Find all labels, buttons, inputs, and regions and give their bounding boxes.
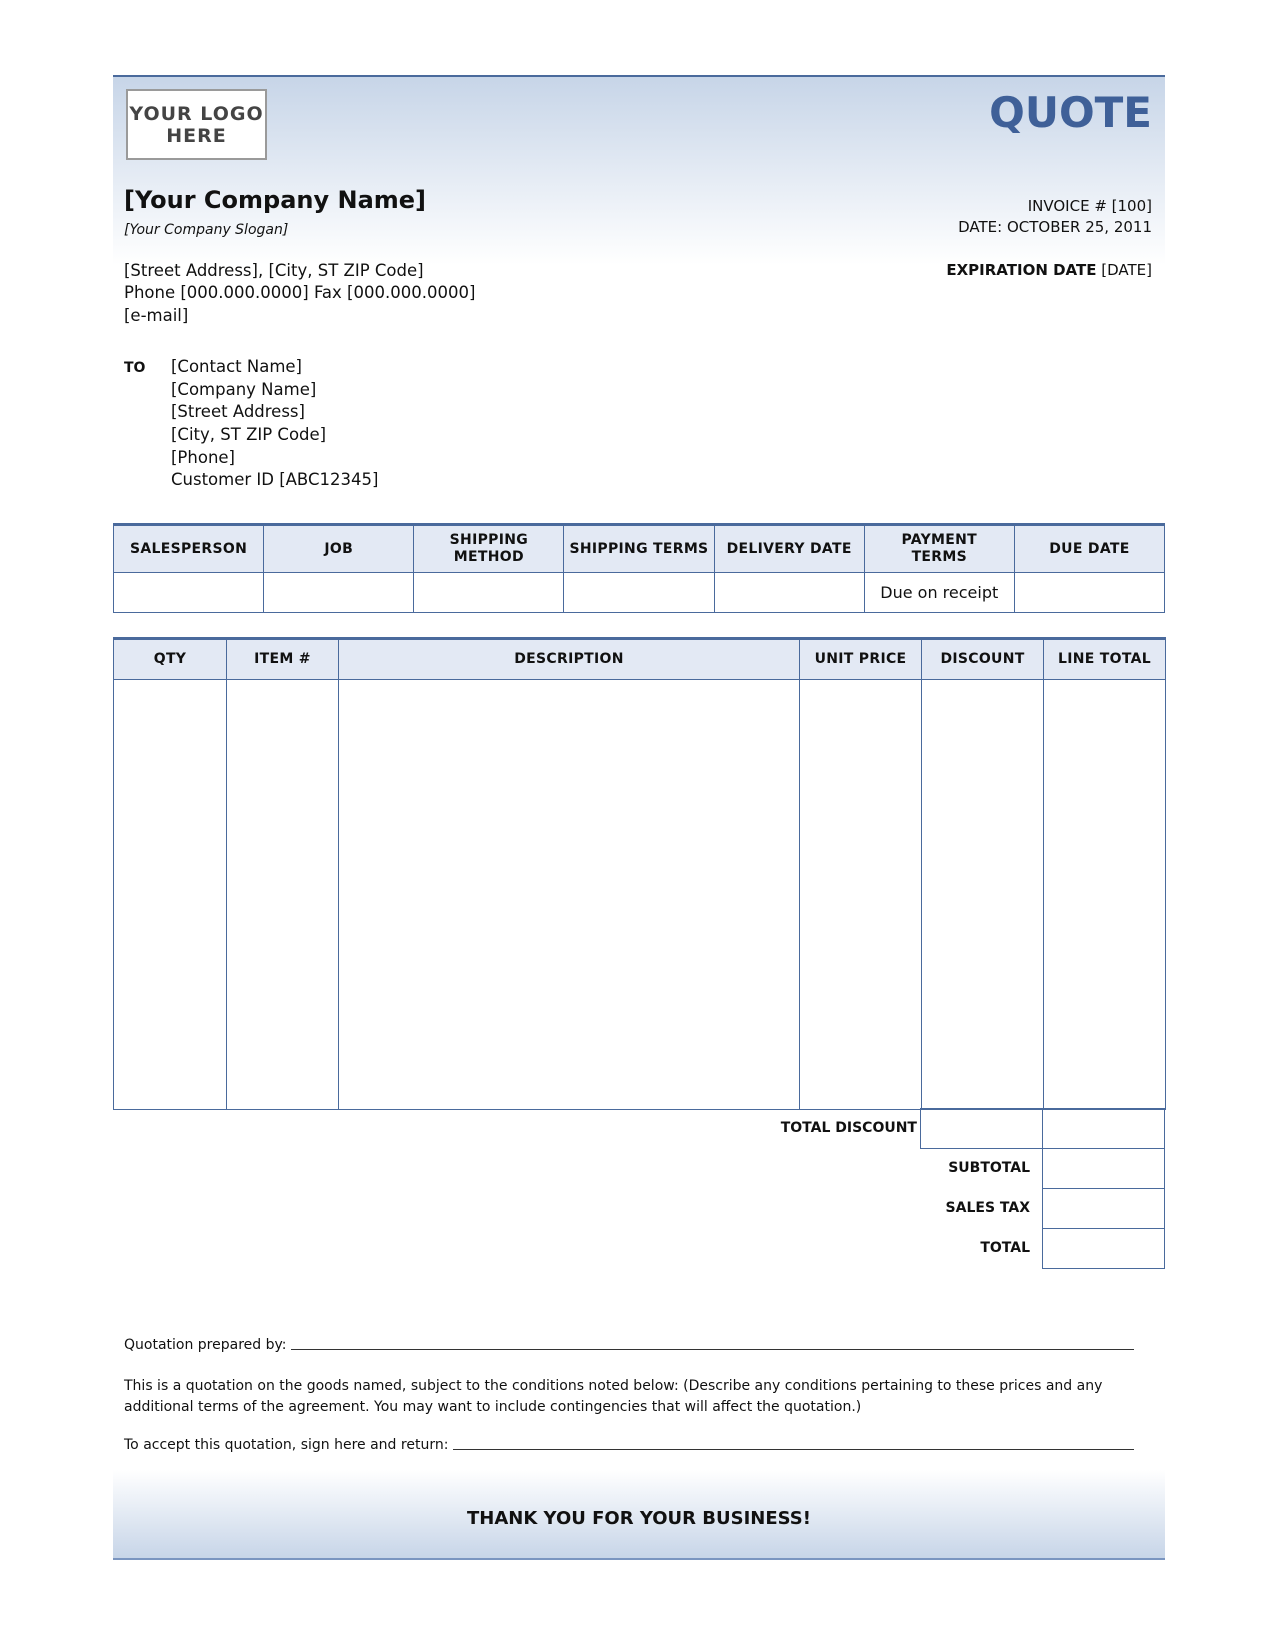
total-discount-line-field[interactable]: [1042, 1108, 1165, 1149]
col-delivery-date: DELIVERY DATE: [714, 525, 864, 573]
to-city: [City, ST ZIP Code]: [171, 425, 327, 444]
company-phone-fax: Phone [000.000.0000] Fax [000.000.0000]: [124, 283, 476, 302]
to-street: [Street Address]: [171, 402, 305, 421]
accept-signature-line[interactable]: [453, 1437, 1134, 1450]
col-shipping-terms: SHIPPING TERMS: [564, 525, 714, 573]
col-item-number: ITEM #: [227, 639, 339, 680]
accept-line: [124, 1437, 1134, 1453]
document-title: QUOTE: [989, 88, 1152, 137]
col-line-total: LINE TOTAL: [1044, 639, 1166, 680]
company-email: [e-mail]: [124, 306, 189, 325]
shipping-method-cell[interactable]: [414, 573, 564, 613]
payment-terms-cell[interactable]: Due on receipt: [864, 573, 1014, 613]
col-shipping-method: SHIPPING METHOD: [414, 525, 564, 573]
accept-label: To accept this quotation, sign here and return:: [124, 1437, 453, 1453]
expiration-value: [DATE]: [1101, 261, 1152, 279]
company-name: [Your Company Name]: [124, 186, 427, 214]
prepared-by-line: [124, 1337, 1134, 1353]
sales-tax-field[interactable]: [1042, 1188, 1165, 1229]
expiration-date: [946, 261, 1152, 279]
to-label: TO: [124, 360, 146, 376]
description-cell[interactable]: [339, 680, 800, 1110]
conditions-text: This is a quotation on the goods named, subject to the conditions noted below: (Describe any conditions pertaining to these prices and any additional terms of the agreement. You may want to include contingencies that will affect the quotation.): [124, 1378, 1103, 1415]
col-discount: DISCOUNT: [922, 639, 1044, 680]
invoice-number: INVOICE # [100]: [1027, 197, 1152, 215]
due-date-cell[interactable]: [1014, 573, 1164, 613]
thank-you-message: THANK YOU FOR YOUR BUSINESS!: [467, 1508, 811, 1529]
total-field[interactable]: [1042, 1228, 1165, 1269]
to-contact: [Contact Name]: [171, 357, 302, 376]
col-due-date: DUE DATE: [1014, 525, 1164, 573]
company-address: [Street Address], [City, ST ZIP Code]: [124, 261, 424, 280]
line-total-cell[interactable]: [1044, 680, 1166, 1110]
table-row: [114, 680, 1166, 1110]
total-discount-label: TOTAL DISCOUNT: [780, 1120, 917, 1136]
job-cell[interactable]: [264, 573, 414, 613]
delivery-date-cell[interactable]: [714, 573, 864, 613]
prepared-by-signature-line[interactable]: [291, 1337, 1134, 1350]
prepared-by-label: Quotation prepared by:: [124, 1337, 291, 1353]
to-phone: [Phone]: [171, 448, 235, 467]
shipping-terms-cell[interactable]: [564, 573, 714, 613]
col-description: DESCRIPTION: [339, 639, 800, 680]
items-table: [113, 637, 1166, 1110]
col-salesperson: SALESPERSON: [114, 525, 264, 573]
total-discount-field[interactable]: [920, 1108, 1043, 1149]
to-customer-id: Customer ID [ABC12345]: [171, 470, 379, 489]
subtotal-field[interactable]: [1042, 1148, 1165, 1189]
to-company: [Company Name]: [171, 380, 317, 399]
qty-cell[interactable]: [114, 680, 227, 1110]
subtotal-label: SUBTOTAL: [948, 1160, 1030, 1176]
col-qty: QTY: [114, 639, 227, 680]
sales-tax-label: SALES TAX: [945, 1200, 1030, 1216]
expiration-label: EXPIRATION DATE: [946, 261, 1097, 279]
salesperson-cell[interactable]: [114, 573, 264, 613]
col-unit-price: UNIT PRICE: [800, 639, 922, 680]
discount-cell[interactable]: [922, 680, 1044, 1110]
quote-date: DATE: OCTOBER 25, 2011: [958, 218, 1152, 236]
col-payment-terms: PAYMENT TERMS: [864, 525, 1014, 573]
total-label: TOTAL: [980, 1240, 1030, 1256]
shipping-table: [113, 523, 1165, 613]
col-job: JOB: [264, 525, 414, 573]
unit-price-cell[interactable]: [800, 680, 922, 1110]
company-slogan: [Your Company Slogan]: [124, 222, 289, 238]
logo-placeholder: YOUR LOGO HERE: [126, 89, 267, 160]
item-cell[interactable]: [227, 680, 339, 1110]
